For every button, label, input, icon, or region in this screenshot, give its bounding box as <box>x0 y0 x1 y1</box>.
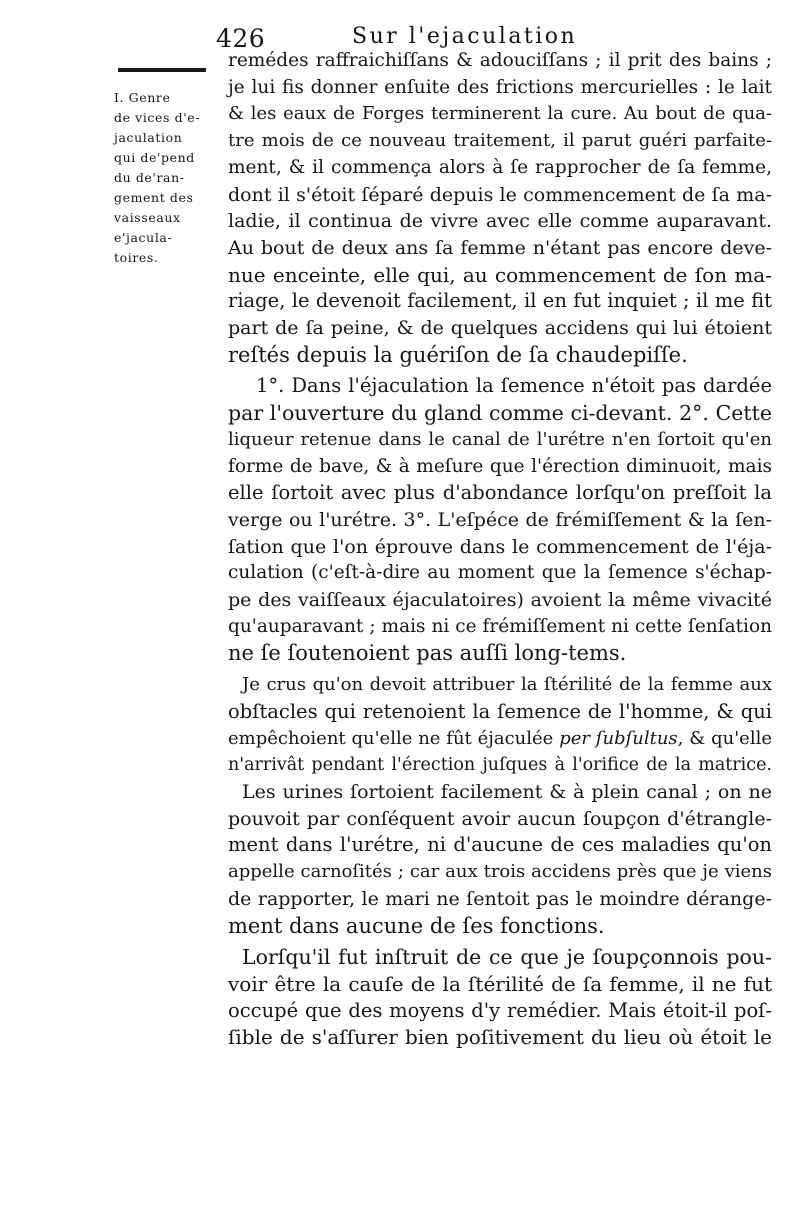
margin-note-line: vaisseaux <box>114 210 181 225</box>
text-line: Les urines ſortoient facilement & à plein canal ; on ne <box>242 780 772 803</box>
text-line: nue enceinte, elle qui, au commencement de ſon ma- <box>228 262 772 287</box>
text-line: dont il s'étoit ſéparé depuis le commencement de ſa ma- <box>228 183 772 206</box>
text-line: culation (c'eſt-à-dire au moment que la ſemence s'échap- <box>228 562 772 584</box>
margin-note-line: toires. <box>114 250 159 265</box>
text-line: empêchoient qu'elle ne fût éjaculée per ſubſultus, & qu'elle <box>228 727 772 749</box>
running-title: Sur l'ejaculation <box>352 24 578 49</box>
text-line: remédes raffraichiſſans & adouciſſans ; il prit des bains ; <box>228 50 772 71</box>
text-line: ment dans aucune de ſes fonctions. <box>228 913 605 938</box>
margin-note-line: du de'ran- <box>114 170 185 185</box>
margin-note-line: gement des <box>114 190 194 205</box>
margin-note-line: qui de'pend <box>114 150 195 165</box>
text-line: Lorſqu'il fut inſtruit de ce que je ſoupçonnois pou- <box>242 945 772 970</box>
text-line: ladie, il continua de vivre avec elle comme auparavant. <box>228 210 772 233</box>
text-line: occupé que des moyens d'y remédier. Mais étoit-il poſ- <box>228 998 772 1022</box>
text-line: tre mois de ce nouveau traitement, il parut guéri parfaite- <box>228 130 772 152</box>
text-line: forme de bave, & à meſure que l'érection diminuoit, mais <box>228 455 772 477</box>
text-line: par l'ouverture du gland comme ci-devant. 2°. Cette <box>228 401 772 426</box>
margin-note-line: jaculation <box>114 130 183 145</box>
text-line: voir être la cauſe de la ſtérilité de ſa femme, il ne fut <box>228 971 772 996</box>
text-line: n'arrivât pendant l'érection juſques à l'orifice de la matrice. <box>228 755 772 776</box>
text-line: pe des vaiſſeaux éjaculatoires) avoient la même vivacité <box>228 589 772 612</box>
page-number: 426 <box>216 24 266 53</box>
text-line: pouvoit par conſéquent avoir aucun ſoupçon d'étrangle- <box>228 807 772 830</box>
text-line: elle ſortoit avec plus d'abondance lorſqu'on preſſoit la <box>228 481 772 505</box>
text-line: Au bout de deux ans ſa femme n'étant pas encore deve- <box>228 236 772 259</box>
margin-rule <box>118 68 206 72</box>
text-line: ment, & il commença alors à ſe rapprocher de ſa femme, <box>228 156 772 178</box>
text-line: je lui fis donner enſuite des frictions mercurielles : le lait <box>228 76 772 98</box>
body-text <box>228 48 772 1051</box>
text-line: ne ſe ſoutenoient pas auſſi long-tems. <box>228 641 627 666</box>
margin-note-line: de vices d'e- <box>114 110 201 125</box>
text-line: de rapporter, le mari ne ſentoit pas le moindre dérange- <box>228 887 772 910</box>
text-line: 1°. Dans l'éjaculation la ſemence n'étoit pas dardée <box>256 374 772 398</box>
text-line: liqueur retenue dans le canal de l'urétre n'en ſortoit qu'en <box>228 428 772 450</box>
margin-note <box>114 88 212 268</box>
text-line: verge ou l'urétre. 3°. L'eſpéce de frémiſſement & la ſen- <box>228 508 772 531</box>
text-line: ſation que l'on éprouve dans le commencement de l'éja- <box>228 535 772 558</box>
text-line: qu'auparavant ; mais ni ce frémiſſement ni cette ſenſation <box>228 615 772 637</box>
latin-phrase: per ſubſultus <box>559 727 678 749</box>
text-line: appelle carnoſités ; car aux trois accidens près que je viens <box>228 861 772 883</box>
margin-note-line: e'jacula- <box>114 230 173 245</box>
text-line: ſible de s'aſſurer bien poſitivement du lieu où étoit le <box>228 1025 772 1050</box>
text-line: Je crus qu'on devoit attribuer la ſtérilité de la femme aux <box>242 674 772 696</box>
text-line: reſtés depuis la guériſon de ſa chaudepiſſe. <box>228 342 688 367</box>
margin-note-line: I. Genre <box>114 90 171 105</box>
text-line: & les eaux de Forges terminerent la cure. Au bout de qua- <box>228 103 772 125</box>
text-line: ment dans l'urétre, ni d'aucune de ces maladies qu'on <box>228 833 772 857</box>
text-line: part de ſa peine, & de quelques accidens qui lui étoient <box>228 317 772 340</box>
text-line: obſtacles qui retenoient la ſemence de l'homme, & qui <box>228 699 772 723</box>
text-line: riage, le devenoit facilement, il en fut inquiet ; il me fit <box>228 289 772 313</box>
